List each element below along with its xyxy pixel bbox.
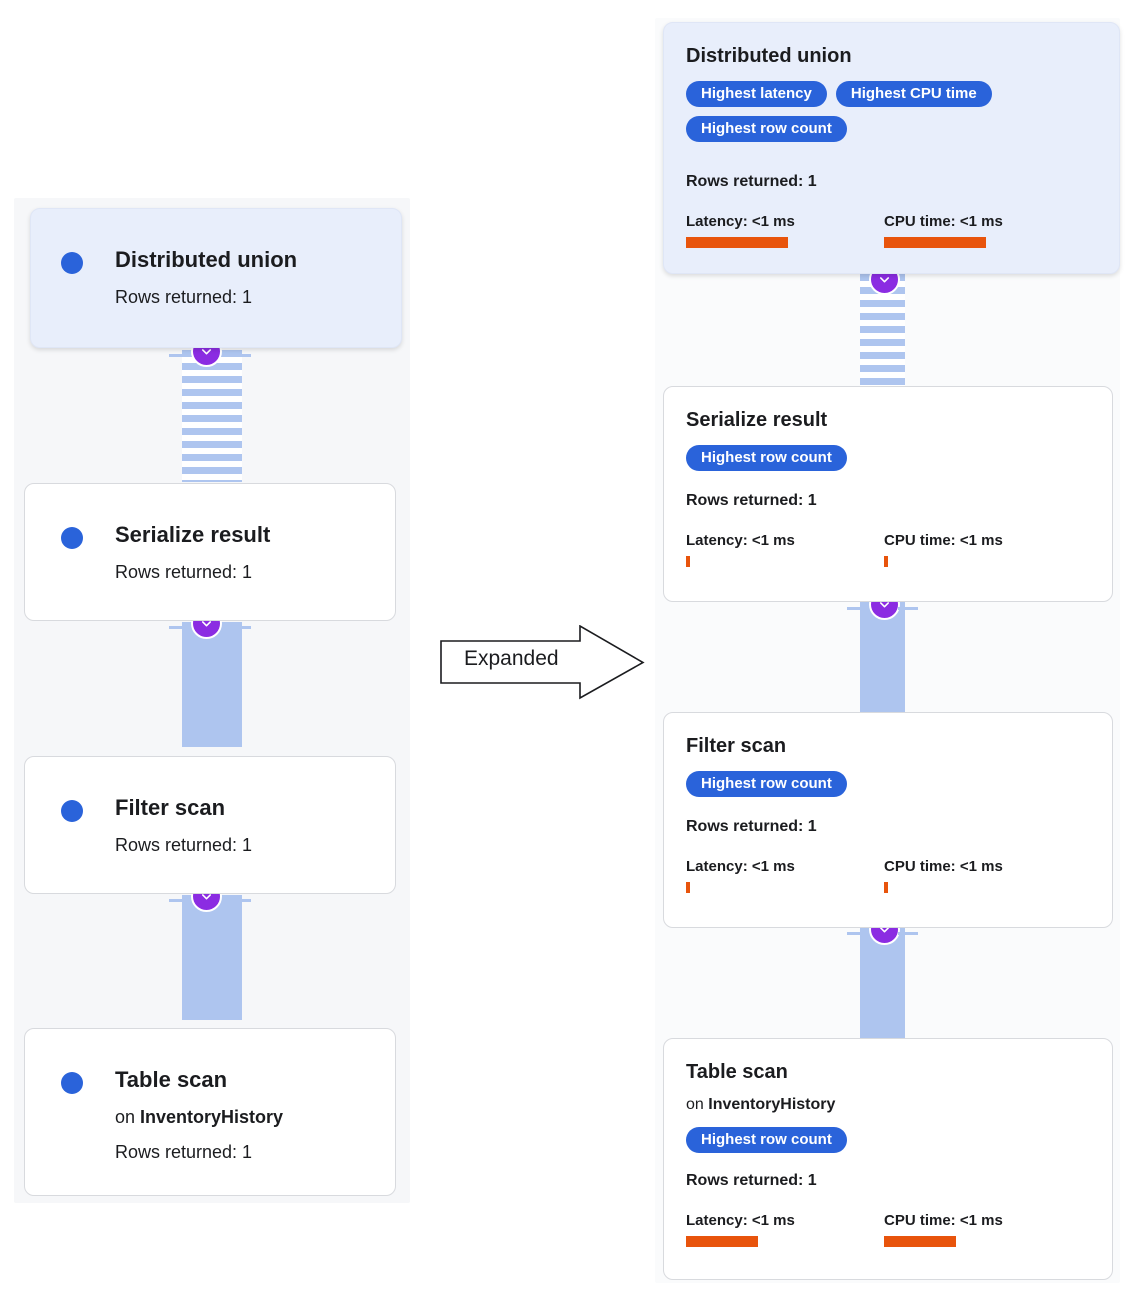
node-rows-returned: Rows returned: 1 [686, 818, 817, 835]
plan-node-distributed-union[interactable] [663, 22, 1120, 274]
metric-cpu-bar [884, 1236, 956, 1247]
edge-tick [847, 932, 867, 935]
node-title: Table scan [686, 1061, 788, 1083]
node-rows-returned: Rows returned: 1 [115, 835, 253, 855]
metric-latency-bar [686, 237, 788, 248]
expanded-arrow [440, 625, 645, 700]
metric-latency [686, 532, 884, 567]
plan-node-serialize-result[interactable] [24, 483, 396, 621]
node-title: Distributed union [686, 45, 852, 67]
edge-tick [229, 626, 251, 629]
node-title: Serialize result [115, 522, 271, 547]
node-on-table: on InventoryHistory [686, 1096, 836, 1113]
node-title: Filter scan [115, 795, 226, 820]
edge-distributed-union-to-serialize-result [182, 350, 242, 482]
metric-cpu-time [884, 532, 1082, 567]
metric-latency-label: Latency: <1 ms [686, 858, 795, 875]
node-title: Serialize result [686, 409, 828, 431]
node-badges [686, 81, 1101, 142]
expanded-plan-panel [655, 18, 1120, 1283]
edge-filter-scan-to-table-scan [860, 928, 905, 1050]
node-rows-returned: Rows returned: 1 [686, 1172, 817, 1189]
edge-filter-scan-to-table-scan [182, 895, 242, 1020]
metric-latency [686, 858, 884, 893]
edge-tick [229, 354, 251, 357]
metric-latency [686, 213, 884, 248]
node-badges [686, 771, 1096, 797]
metric-cpu-label: CPU time: <1 ms [884, 532, 1003, 549]
edge-tick [898, 932, 918, 935]
node-title: Table scan [115, 1067, 228, 1092]
node-rows-returned: Rows returned: 1 [686, 492, 817, 509]
node-badges [686, 445, 1096, 471]
node-status-dot-icon [61, 252, 83, 274]
metric-cpu-bar [884, 237, 986, 248]
node-metrics [686, 532, 1082, 567]
edge-tick [169, 354, 191, 357]
metric-cpu-label: CPU time: <1 ms [884, 213, 1003, 230]
arrow-label: Expanded [464, 647, 559, 670]
plan-node-filter-scan[interactable] [24, 756, 396, 894]
metric-latency-bar [686, 556, 690, 567]
collapsed-plan-panel [14, 198, 410, 1203]
metric-cpu-bar [884, 882, 888, 893]
metric-cpu-time [884, 213, 1082, 248]
metric-cpu-time [884, 858, 1082, 893]
plan-node-table-scan[interactable] [24, 1028, 396, 1196]
metric-cpu-label: CPU time: <1 ms [884, 858, 1003, 875]
badge-highest-row-count[interactable]: Highest row count [686, 116, 847, 142]
node-table-name: InventoryHistory [140, 1107, 284, 1127]
node-on-table: on InventoryHistory [115, 1107, 284, 1127]
node-badges [686, 1127, 1096, 1153]
edge-serialize-result-to-filter-scan [182, 622, 242, 747]
node-rows-returned: Rows returned: 1 [115, 1142, 253, 1162]
node-rows-returned: Rows returned: 1 [686, 173, 817, 190]
node-rows-returned: Rows returned: 1 [115, 287, 253, 307]
node-status-dot-icon [61, 1072, 83, 1094]
badge-highest-row-count[interactable]: Highest row count [686, 1127, 847, 1153]
node-metrics [686, 858, 1082, 893]
badge-highest-cpu-time[interactable]: Highest CPU time [836, 81, 992, 107]
node-table-name: InventoryHistory [708, 1096, 836, 1113]
plan-node-table-scan[interactable] [663, 1038, 1113, 1280]
node-title: Distributed union [115, 247, 298, 272]
metric-cpu-label: CPU time: <1 ms [884, 1212, 1003, 1229]
edge-tick [169, 626, 191, 629]
metric-cpu-bar [884, 556, 888, 567]
plan-node-serialize-result[interactable] [663, 386, 1113, 602]
metric-latency-label: Latency: <1 ms [686, 1212, 795, 1229]
edge-tick [229, 899, 251, 902]
node-metrics [686, 213, 1082, 248]
metric-latency [686, 1212, 884, 1247]
metric-latency-bar [686, 882, 690, 893]
edge-tick [847, 607, 867, 610]
metric-latency-label: Latency: <1 ms [686, 213, 795, 230]
edge-tick [169, 899, 191, 902]
node-status-dot-icon [61, 800, 83, 822]
metric-latency-label: Latency: <1 ms [686, 532, 795, 549]
plan-node-distributed-union[interactable] [30, 208, 402, 348]
node-rows-returned: Rows returned: 1 [115, 562, 253, 582]
badge-highest-latency[interactable]: Highest latency [686, 81, 827, 107]
metric-cpu-time [884, 1212, 1082, 1247]
node-status-dot-icon [61, 527, 83, 549]
badge-highest-row-count[interactable]: Highest row count [686, 771, 847, 797]
node-title: Filter scan [686, 735, 787, 757]
edge-tick [898, 607, 918, 610]
metric-latency-bar [686, 1236, 758, 1247]
plan-node-filter-scan[interactable] [663, 712, 1113, 928]
node-metrics [686, 1212, 1082, 1247]
badge-highest-row-count[interactable]: Highest row count [686, 445, 847, 471]
